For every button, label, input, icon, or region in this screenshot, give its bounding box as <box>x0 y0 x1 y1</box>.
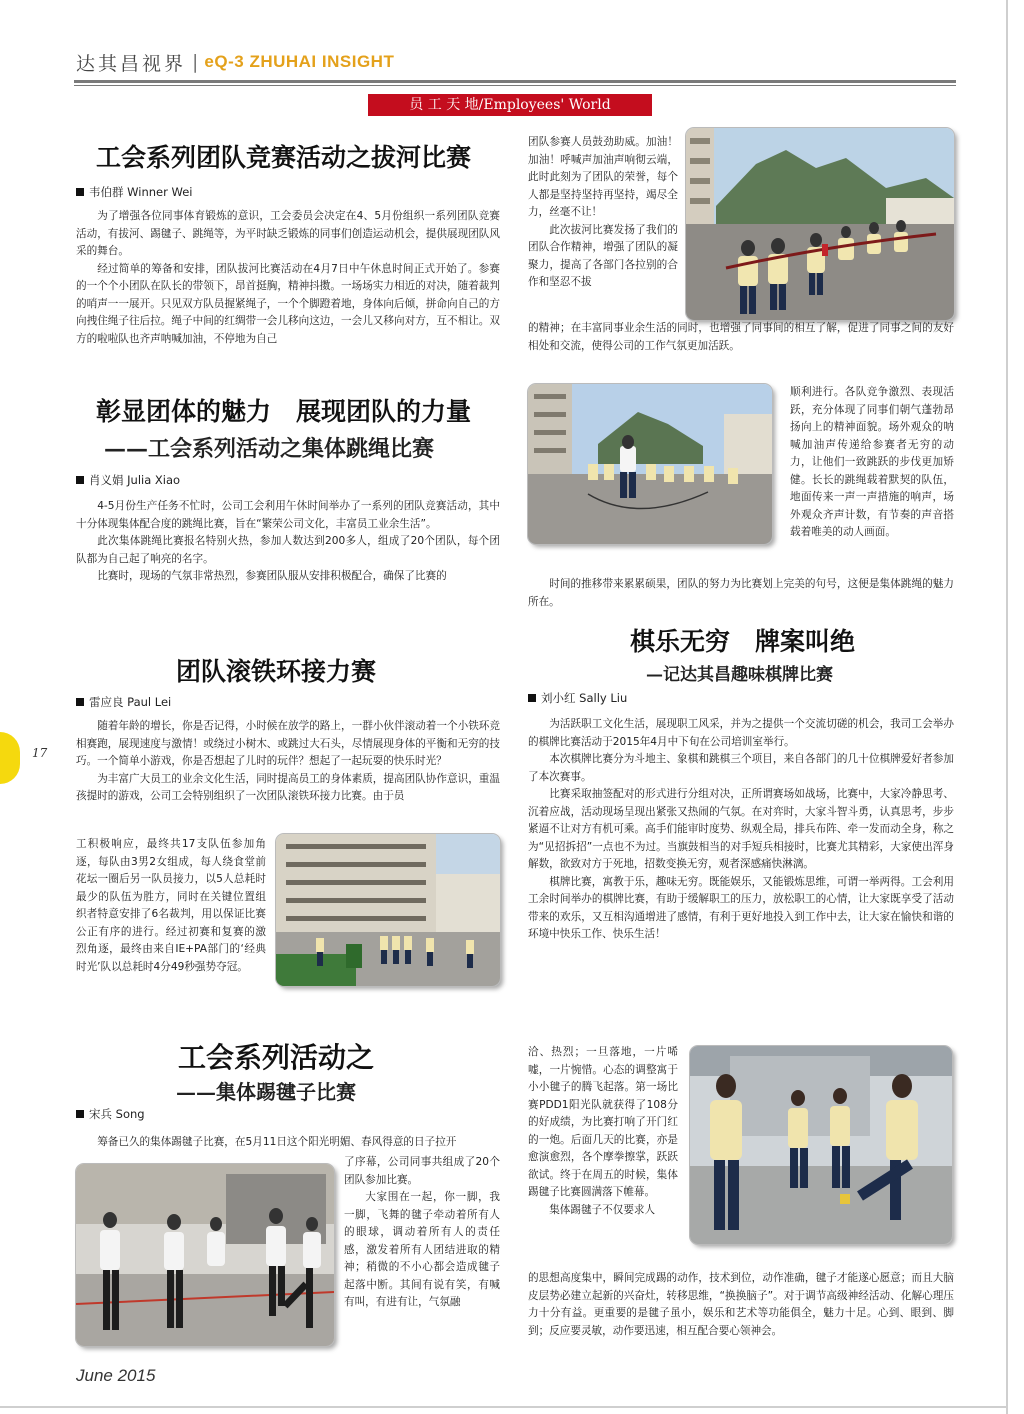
rope-body <box>76 498 500 586</box>
jianzi-tail <box>528 1270 954 1340</box>
section-tag: 员 工 天 地/Employees' World <box>368 94 652 116</box>
jianzi-right-text: 洽、热烈；一旦落地，一片唏嘘，一片惋惜。心态的调整寓于小小毽子的腾飞起落。第一场比赛PDD1阳光队就获得了108分的好成绩，为比赛打响了开门红的一炮。后面几天的比赛，亦是愈演愈烈，各个摩拳擦掌，跃跃欲试。终于在周五的时候，集体踢毽子比赛圆满落下帷幕。 <box>528 1046 678 1198</box>
chess-para-3: 比赛采取抽签配对的形式进行分组对决，正所谓赛场如战场，比赛中，大家冷静思考、沉着应战，活动现场呈现出紧张又热闹的气氛。在对弈时，大家斗智斗勇，认真思考，步步紧逼不让对方有机可乘。高手们能审时度势、纵观全局，排兵布阵、牵一发而动全身，称之为“见招拆招”一点也不为过。当旗鼓相当的对手短兵相接时，比赛尤其精彩，大家使出浑身解数，欲致对方于死地，招数变换无穷，观者深感痛快淋漓。 <box>528 788 954 870</box>
hoop-title: 团队滚铁环接力赛 <box>176 657 377 686</box>
chess-para-4: 棋牌比赛，寓教于乐，趣味无穷。既能娱乐，又能锻炼思维，可谓一举两得。工会利用工余时间举办的棋牌比赛，有助于缓解职工的压力，放松职工的心情，让大家既享受了活动带来的欢乐，又互相沟通增进了感情，有利于更好地投入到工作中去，让大家在愉快和谐的环境中快乐工作、快乐生活！ <box>528 875 954 940</box>
jianzi-right-tail-head: 集体踢毽子不仅要求人 <box>549 1203 656 1216</box>
tug-continued <box>528 134 678 292</box>
tug-cont-2: 此次拔河比赛发扬了我们的团队合作精神，增强了团队的凝聚力，提高了各部门各拉别的合作和坚忍不拔 <box>528 223 678 288</box>
magazine-name-en: eQ-3 ZHUHAI INSIGHT <box>204 52 395 71</box>
tug-para-1: 为了增强各位同事体育锻炼的意识，工会委员会决定在4、5月份组织一系列团队竞赛活动，有拔河、踢毽子、跳绳等，为平时缺乏锻炼的同事们创造运动机会，提供展现团队风采的舞台。 <box>76 210 500 257</box>
rope-author: 肖义娟 Julia Xiao <box>76 472 180 488</box>
hoop-author: 雷应良 Paul Lei <box>76 694 171 710</box>
tug-para-2: 经过简单的筹备和安排，团队拔河比赛活动在4月7日中午休息时间正式开始了。参赛的一个个小团队在队长的带领下，昂首挺胸，精神抖擞。一场场实力相近的对决，随着裁判的哨声一一展开。只见双方队员握紧绳子，一个个脚蹬着地，身体向后倾，拼命向自己的方向拽住绳子往后拉。绳子中间的红绸带一会儿移向这边，一会儿又移向对方，互不相让。双方的啦啦队也齐声呐喊加油，不停地为自己 <box>76 262 500 345</box>
jianzi-title: 工会系列活动之 <box>178 1041 375 1074</box>
tug-title: 工会系列团队竞赛活动之拔河比赛 <box>96 143 472 172</box>
rope-para-3: 比赛时，现场的气氛非常热烈，参赛团队服从安排积极配合，确保了比赛的 <box>97 570 447 582</box>
rope-para-2: 此次集体跳绳比赛报名特别火热，参加人数达到200多人，组成了20个团队，每个团队都为自己起了响亮的名字。 <box>76 535 500 565</box>
iron-hoop-photo <box>276 834 500 986</box>
hoop-body <box>76 718 500 806</box>
issue-date: June 2015 <box>76 1366 156 1385</box>
tug-body <box>76 208 500 348</box>
jianzi-photo-right <box>690 1046 952 1244</box>
jianzi-cont-2: 大家围在一起，你一脚，我一脚，飞舞的毽子牵动着所有人的眼球，调动着所有人的责任感，激发着所有人团结进取的精神；稍微的不小心都会造成毽子起落中断。其间有说有笑，有喊有叫，有进有让，气氛融 <box>344 1191 500 1308</box>
jianzi-tail-text: 的思想高度集中，瞬间完成踢的动作，技术到位，动作准确，毽子才能遂心愿意；而且大脑皮层势必建立起新的兴奋灶，转移思维，“换换脑子”。对于调节高级神经活动、化解心理压力十分有益。更重要的是毽子虽小，娱乐和艺术等功能俱全，魅力十足。心到、眼到、脚到；反应要灵敏，动作要迅速，相互配合要心领神会。 <box>528 1272 954 1337</box>
jianzi-photo-left <box>76 1164 334 1346</box>
magazine-header <box>76 46 394 78</box>
jump-rope-photo <box>528 384 772 544</box>
jianzi-right-column <box>528 1044 678 1219</box>
jianzi-cont-1: 了序幕，公司同事共组成了20个团队参加比赛。 <box>344 1156 500 1186</box>
page-frame-bottom <box>0 1406 1008 1408</box>
chess-para-2: 本次棋牌比赛分为斗地主、象棋和跳棋三个项目，来自各部门的几十位棋牌爱好者参加了本次赛事。 <box>528 753 954 783</box>
jianzi-author: 宋兵 Song <box>76 1106 145 1122</box>
hoop-para-2: 为丰富广大员工的业余文化生活，同时提高员工的身体素质，提高团队协作意识，重温孩提时的游戏，公司工会特别组织了一次团队滚铁环接力比赛。由于员 <box>76 772 500 802</box>
jianzi-subtitle: ——集体踢毽子比赛 <box>176 1080 356 1104</box>
tug-author: 韦伯群 Winner Wei <box>76 184 192 200</box>
hoop-cont-text: 工积极响应，最终共17支队伍参加角逐，每队由3男2女组成，每人绕食堂前花坛一圈后另一队员接力，以5人总耗时最少的队伍为胜方，同时在关键位置组织者特意安排了6名裁判，用以保证比赛公正有序的进行。经过初赛和复赛的激烈角逐，最终由来自IE+PA部门的‘经典时光’队以总耗时4分49秒强势夺冠。 <box>76 838 266 973</box>
tug-tail-text: 的精神；在丰富同事业余生活的同时，也增强了同事间的相互了解，促进了同事之间的友好相处和交流，使得公司的工作气氛更加活跃。 <box>528 322 954 352</box>
chess-para-1: 为活跃职工文化生活，展现职工风采，并为之提供一个交流切磋的机会，我司工会举办的棋牌比赛活动于2015年4月中下旬在公司培训室举行。 <box>528 718 954 748</box>
chess-body <box>528 716 954 944</box>
tug-cont-1: 团队参赛人员鼓劲助威。加油！加油！呼喊声加油声响彻云端，此时此刻为了团队的荣誉，每个人都是坚持坚持再坚持，竭尽全力，丝毫不让！ <box>528 136 678 218</box>
jianzi-continued <box>344 1154 500 1312</box>
tug-of-war-photo <box>686 128 954 320</box>
chess-subtitle: —记达其昌趣味棋牌比赛 <box>646 665 833 685</box>
header-separator: | <box>192 51 199 73</box>
rope-tail <box>528 576 954 611</box>
rope-continued <box>790 384 954 542</box>
header-rule-thin <box>74 85 956 86</box>
rope-para-1: 4-5月份生产任务不忙时，公司工会利用午休时间举办了一系列的团队竞赛活动，其中十分体现集体配合度的跳绳比赛，旨在“繁荣公司文化，丰富员工业余生活”。 <box>76 500 500 530</box>
tug-tail <box>528 320 954 355</box>
page-frame-right <box>1006 0 1008 1414</box>
page-number-tab <box>0 732 20 784</box>
hoop-continued <box>76 836 266 976</box>
rope-subtitle: ——工会系列活动之集体跳绳比赛 <box>104 436 435 462</box>
hoop-para-1: 随着年龄的增长，你是否记得，小时候在放学的路上，一群小伙伴滚动着一个小铁环竞相赛跑，展现速度与激情！或绕过小树木、或跳过大石头，尽情展现身体的平衡和无穷的技巧。一个简单小游戏，你是否想起了儿时的玩伴？想起了一起玩耍的快乐时光？ <box>76 720 500 767</box>
page-number: 17 <box>32 746 48 760</box>
magazine-name-cn: 达其昌视界 <box>76 52 187 75</box>
jianzi-intro <box>76 1134 500 1152</box>
rope-tail-text: 时间的推移带来累累硕果，团队的努力为比赛划上完美的句号，这便是集体跳绳的魅力所在。 <box>528 578 954 608</box>
rope-title: 彰显团体的魅力 展现团队的力量 <box>96 397 472 426</box>
chess-title: 棋乐无穷 牌案叫绝 <box>630 627 856 656</box>
header-rule-thick <box>74 80 956 83</box>
jianzi-intro-text: 筹备已久的集体踢毽子比赛，在5月11日这个阳光明媚、春风得意的日子拉开 <box>97 1136 457 1148</box>
chess-author: 刘小红 Sally Liu <box>528 690 627 706</box>
rope-cont-text: 顺利进行。各队竞争激烈、表现活跃，充分体现了同事们朝气蓬勃昂扬向上的精神面貌。场外观众的呐喊加油声传递给参赛者无穷的动力，让他们一致跳跃的步伐更加矫健。长长的跳绳载着默契的队伍，地面传来一声一声措施的响声，场外观众齐声计数，有节奏的声音搭载着唯美的动人画面。 <box>790 386 954 538</box>
